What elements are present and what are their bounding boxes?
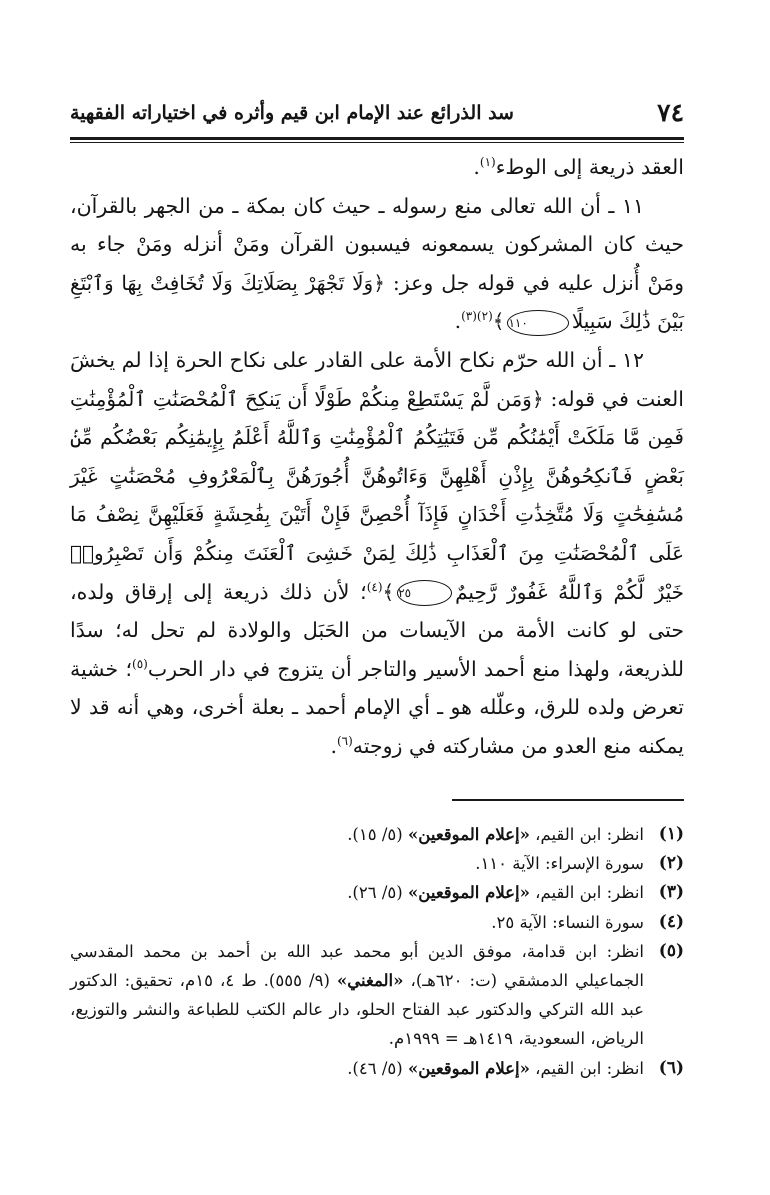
footnote: (٢) سورة الإسراء: الآية ١١٠. — [70, 849, 684, 878]
paragraph-continuation: العقد ذريعة إلى الوطء$^{(١)}$. — [473, 155, 684, 179]
footnote-ref: (٦) — [336, 734, 353, 749]
footnote-ref: (٤) — [366, 579, 383, 594]
footnote: (٣) انظر: ابن القيم، «إعلام الموقعين» (٥/ ٢٦). — [70, 878, 684, 907]
footnotes — [70, 820, 684, 1083]
header-rule-thick — [70, 137, 684, 140]
header-rule-thin — [70, 142, 684, 143]
page-number: ٧٤ — [657, 98, 684, 127]
footnote-number: (٦) — [658, 1057, 684, 1078]
footnote: (٥) انظر: ابن قدامة، موفق الدين أبو محمد عبد الله بن أحمد بن محمد المقدسي الجماعيلي الدمشقي (ت: ٦٢٠هـ)، «المغني» (٩/ ٥٥٥). ط ٤، ١٥م، تحقيق: الدكتور عبد الله التركي والدكتور عبد الفتاح الحلو، دار عالم الكتب للطباعة والنشر والتوزيع، الرياض، السعودية، ١٤١٩هـ = ١٩٩٩م. — [70, 937, 684, 1054]
running-title: سد الذرائع عند الإمام ابن قيم وأثره في اختياراته الفقهية — [70, 102, 514, 124]
footnote-ref: (١) — [479, 155, 496, 170]
footnote-number: (٣) — [658, 882, 684, 903]
footnote-separator — [452, 799, 684, 801]
quran-verse: ﴿وَلَا تَجْهَرْ بِصَلَاتِكَ وَلَا تُخَافِتْ بِهَا وَٱبْتَغِ بَيْنَ ذَٰلِكَ سَبِيلًا — [70, 270, 684, 334]
ayah-number-marker: ١١٠ — [507, 310, 568, 336]
footnote: (٦) انظر: ابن القيم، «إعلام الموقعين» (٥/ ٤٦). — [70, 1054, 684, 1083]
running-header — [70, 95, 684, 135]
footnote-number: (٢) — [658, 853, 684, 874]
footnote-ref: (٥) — [132, 656, 148, 671]
ayah-number-marker: ٢٥ — [397, 580, 452, 606]
paragraph-12: ١٢ ـ أن الله حرّم نكاح الأمة على القادر على نكاح الحرة إذا لم يخشَ العنت في قوله: ﴿وَمَن لَّمْ يَسْتَطِعْ مِنكُمْ طَوْلًا أَن يَنكِحَ ٱلْمُحْصَنَٰتِ ٱلْمُؤْمِنَٰتِ فَمِن مَّا مَلَكَتْ أَيْمَٰنُكُم مِّن فَتَيَٰتِكُمُ ٱلْمُؤْمِنَٰتِ وَٱللَّهُ أَعْلَمُ بِإِيمَٰنِكُم بَعْضُكُم مِّنۢ بَعْضٍ فَٱنكِحُوهُنَّ بِإِذْنِ أَهْلِهِنَّ وَءَاتُوهُنَّ أُجُورَهُنَّ بِٱلْمَعْرُوفِ مُحْصَنَٰتٍ غَيْرَ مُسَٰفِحَٰتٍ وَلَا مُتَّخِذَٰتِ أَخْدَانٍ فَإِذَآ أُحْصِنَّ فَإِنْ أَتَيْنَ بِفَٰحِشَةٍ فَعَلَيْهِنَّ نِصْفُ مَا عَلَى ٱلْمُحْصَنَٰتِ مِنَ ٱلْعَذَابِ ذَٰلِكَ لِمَنْ خَشِىَ ٱلْعَنَتَ مِنكُمْ وَأَن تَصْبِرُوا۟ خَيْرٌ لَّكُمْ وَٱللَّهُ غَفُورٌ رَّحِيمٌ٢٥﴾$^{(٤)}$؛ لأن ذلك ذريعة إلى إرقاق ولده، حتى لو كانت الأمة من الآيسات من الحَبَل والولادة لم تحل له؛ سدًا للذريعة، ولهذا منع أحمد الأسير والتاجر أن يتزوج في دار الحرب$^{(٥)}$؛ خشية تعرض ولده للرق، وعلّله هو ـ أي الإمام أحمد ـ بعلة أخرى، وهي أنه قد لا يمكنه منع العدو من مشاركته في زوجته$^{(٦)}$. — [70, 347, 685, 758]
footnote-ref: (٢)(٣) — [461, 309, 493, 324]
footnote-number: (١) — [658, 824, 684, 844]
footnote: (١) انظر: ابن القيم، «إعلام الموقعين» (٥/ ١٥). — [70, 820, 684, 849]
quran-verse: ﴿وَمَن لَّمْ يَسْتَطِعْ مِنكُمْ طَوْلًا أَن يَنكِحَ ٱلْمُحْصَنَٰتِ ٱلْمُؤْمِنَٰتِ فَمِن مَّا مَلَكَتْ أَيْمَٰنُكُم مِّن فَتَيَٰتِكُمُ ٱلْمُؤْمِنَٰتِ وَٱللَّهُ أَعْلَمُ بِإِيمَٰنِكُم بَعْضُكُم مِّنۢ بَعْضٍ فَٱنكِحُوهُنَّ بِإِذْنِ أَهْلِهِنَّ وَءَاتُوهُنَّ أُجُورَهُنَّ بِٱلْمَعْرُوفِ مُحْصَنَٰتٍ غَيْرَ مُسَٰفِحَٰتٍ وَلَا مُتَّخِذَٰتِ أَخْدَانٍ فَإِذَآ أُحْصِنَّ فَإِنْ أَتَيْنَ بِفَٰحِشَةٍ فَعَلَيْهِنَّ نِصْفُ مَا عَلَى ٱلْمُحْصَنَٰتِ مِنَ ٱلْعَذَابِ ذَٰلِكَ لِمَنْ خَشِىَ ٱلْعَنَتَ مِنكُمْ وَأَن تَصْبِرُوا۟ خَيْرٌ لَّكُمْ وَٱللَّهُ غَفُورٌ رَّحِيمٌ — [70, 386, 684, 604]
footnote-number: (٥) — [658, 940, 684, 961]
paragraph-11: ١١ ـ أن الله تعالى منع رسوله ـ حيث كان بمكة ـ من الجهر بالقرآن، حيث كان المشركون يسمعونه فيسبون القرآن ومَنْ أنزله ومَنْ جاء به ومَنْ أُنزل عليه في قوله جل وعز: ﴿وَلَا تَجْهَرْ بِصَلَاتِكَ وَلَا تُخَافِتْ بِهَا وَٱبْتَغِ بَيْنَ ذَٰلِكَ سَبِيلًا١١٠﴾$^{(٢)(٣)}$. — [70, 187, 684, 341]
main-text — [70, 148, 684, 766]
footnote-number: (٤) — [658, 911, 684, 932]
footnote: (٤) سورة النساء: الآية ٢٥. — [70, 908, 684, 937]
